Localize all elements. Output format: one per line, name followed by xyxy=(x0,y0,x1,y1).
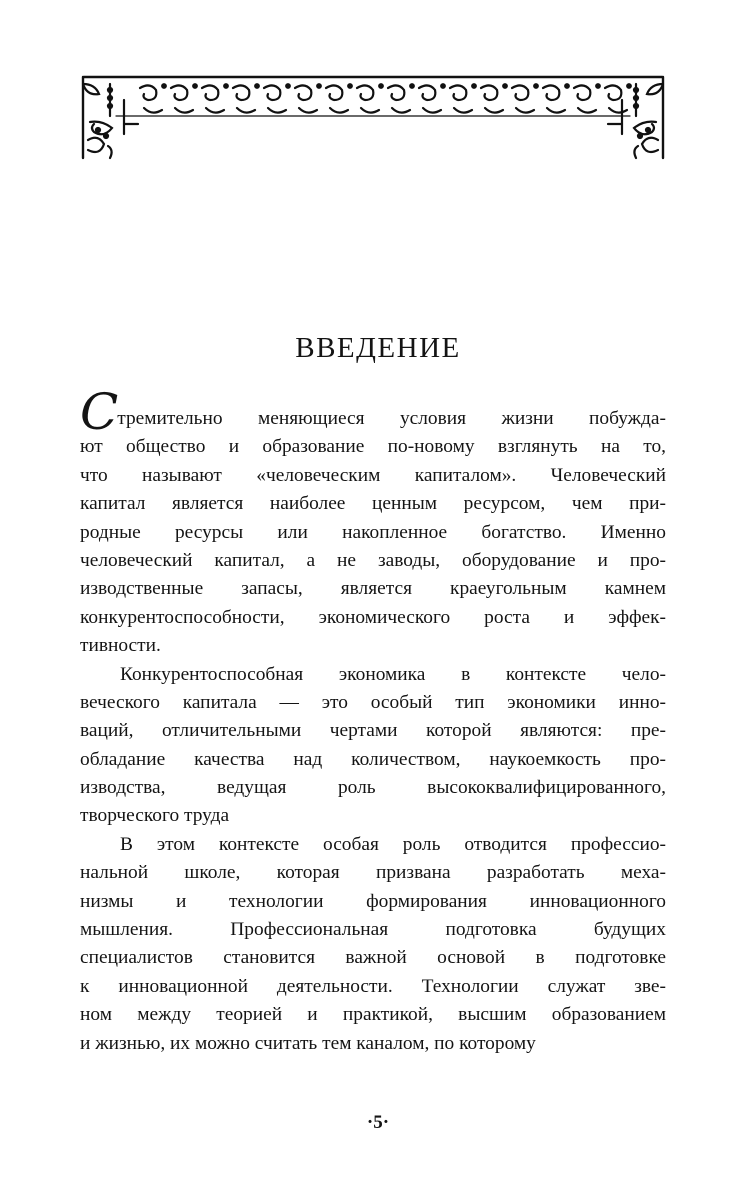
line-text: капитал является наиболее ценным ресурсом, чем при- xyxy=(80,493,666,515)
line-text: и жизнью, их можно считать тем каналом, по которому xyxy=(80,1032,536,1054)
text-line xyxy=(80,802,666,830)
text-line xyxy=(80,519,666,547)
text-line xyxy=(80,774,666,802)
line-text: Конкурентоспособная экономика в контексте чело- xyxy=(120,663,666,685)
text-line xyxy=(80,944,666,972)
line-text: что называют «человеческим капиталом». Человеческий xyxy=(80,464,666,486)
line-text: ваций, отличительными чертами которой являются: пре- xyxy=(80,720,666,742)
text-line xyxy=(80,575,666,603)
line-text: В этом контексте особая роль отводится профессио- xyxy=(120,833,666,855)
line-text: специалистов становится важной основой в подготовке xyxy=(80,947,666,969)
line-text: изводственные запасы, является краеугольным камнем xyxy=(80,578,666,600)
text-line xyxy=(80,1030,666,1058)
text-line xyxy=(80,547,666,575)
line-text: изводства, ведущая роль высококвалифицированного, xyxy=(80,777,666,799)
text-line xyxy=(80,689,666,717)
line-text: творческого труда xyxy=(80,805,230,827)
body-text xyxy=(80,383,666,1058)
chapter-title: ВВЕДЕНИЕ xyxy=(295,332,461,364)
line-text: человеческий капитал, а не заводы, оборудование и про- xyxy=(80,549,666,571)
text-line xyxy=(80,916,666,944)
page-number: ·5· xyxy=(366,1112,390,1133)
line-text: нальной школе, которая призвана разработать меха- xyxy=(80,862,666,884)
line-text: низмы и технологии формирования инновационного xyxy=(80,890,666,912)
text-line xyxy=(80,462,666,490)
text-line xyxy=(80,433,666,461)
line-text: конкурентоспособности, экономического роста и эффек- xyxy=(80,606,666,628)
line-text: тремительно меняющиеся условия жизни побужда- xyxy=(117,408,666,429)
decorative-border-ornament xyxy=(80,74,666,162)
text-line xyxy=(80,888,666,916)
line-text: обладание качества над количеством, наукоемкость про- xyxy=(80,748,666,770)
text-line xyxy=(80,746,666,774)
drop-cap: С xyxy=(80,383,119,441)
text-line xyxy=(80,859,666,887)
page-number-value: 5 xyxy=(373,1112,383,1133)
text-line xyxy=(80,661,666,689)
text-line xyxy=(80,490,666,518)
line-text: к инновационной деятельности. Технологии служат зве- xyxy=(80,975,666,997)
line-text: ют общество и образование по-новому взглянуть на то, xyxy=(80,436,666,458)
line-text: ном между теорией и практикой, высшим образованием xyxy=(80,1004,666,1026)
text-line xyxy=(80,1001,666,1029)
line-text: тивности. xyxy=(80,635,161,657)
text-line xyxy=(80,604,666,632)
text-line xyxy=(80,973,666,1001)
text-line xyxy=(80,383,666,441)
text-line xyxy=(80,717,666,745)
line-text: родные ресурсы или накопленное богатство. Именно xyxy=(80,521,666,543)
text-line xyxy=(80,831,666,859)
line-text: веческого капитала — это особый тип экономики инно- xyxy=(80,691,666,713)
text-line xyxy=(80,632,666,660)
line-text: мышления. Профессиональная подготовка будущих xyxy=(80,919,666,941)
